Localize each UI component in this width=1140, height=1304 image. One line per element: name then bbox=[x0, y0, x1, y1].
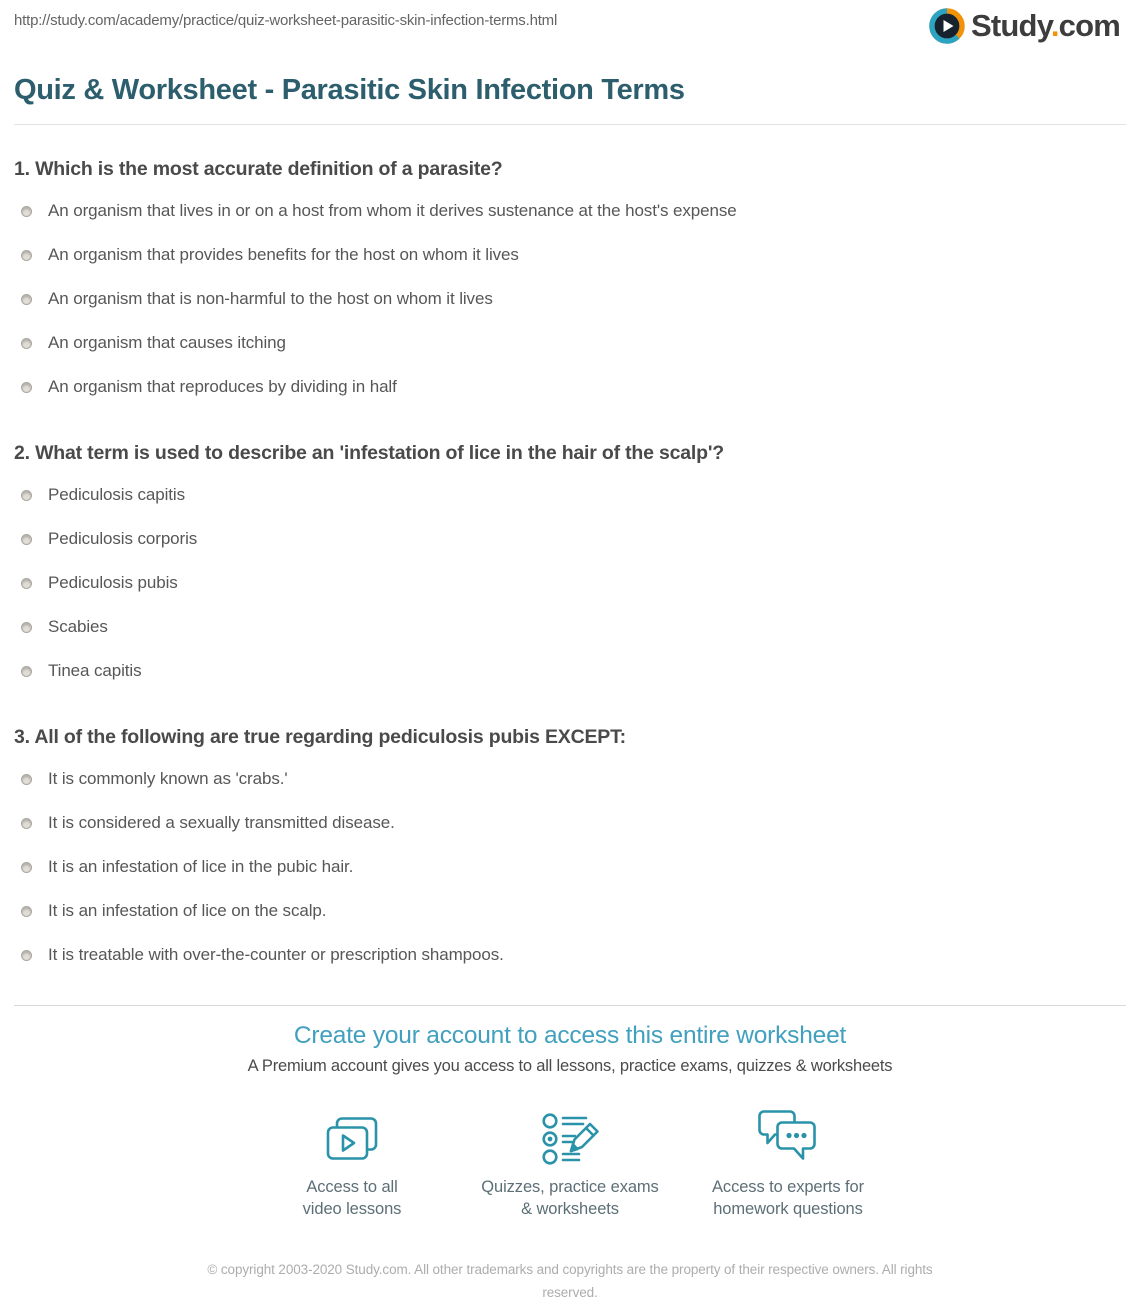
studycom-logo[interactable] bbox=[928, 7, 1120, 45]
feature-label bbox=[712, 1176, 864, 1220]
question-1-options bbox=[14, 189, 1126, 409]
page-title: Quiz & Worksheet - Parasitic Skin Infection Terms bbox=[14, 74, 685, 106]
radio-button[interactable] bbox=[21, 774, 32, 785]
radio-button[interactable] bbox=[21, 534, 32, 545]
question-2-option-5[interactable] bbox=[14, 649, 1126, 693]
feature-label bbox=[303, 1176, 402, 1220]
question-3 bbox=[14, 725, 1126, 977]
question-1-option-1[interactable] bbox=[14, 189, 1126, 233]
quizzes-worksheets-icon bbox=[539, 1107, 601, 1167]
radio-button[interactable] bbox=[21, 382, 32, 393]
radio-button[interactable] bbox=[21, 906, 32, 917]
feature-expert-help bbox=[679, 1107, 897, 1220]
option-label: An organism that reproduces by dividing in half bbox=[48, 377, 397, 396]
option-label: An organism that lives in or on a host from whom it derives sustenance at the host's expense bbox=[48, 201, 737, 220]
question-2-option-2[interactable] bbox=[14, 517, 1126, 561]
question-3-options bbox=[14, 757, 1126, 977]
feature-label-line: homework questions bbox=[713, 1200, 863, 1218]
radio-button[interactable] bbox=[21, 818, 32, 829]
question-1-option-4[interactable] bbox=[14, 321, 1126, 365]
title-divider bbox=[14, 124, 1126, 125]
feature-label bbox=[481, 1176, 658, 1220]
question-1-option-3[interactable] bbox=[14, 277, 1126, 321]
question-1 bbox=[14, 157, 1126, 409]
page-header bbox=[14, 0, 1126, 58]
option-label: It is an infestation of lice on the scalp. bbox=[48, 901, 327, 920]
signup-subheading: A Premium account gives you access to all lessons, practice exams, quizzes & worksheets bbox=[247, 1057, 893, 1075]
feature-label-line: Access to all bbox=[306, 1178, 398, 1196]
radio-button[interactable] bbox=[21, 622, 32, 633]
question-3-option-4[interactable] bbox=[14, 889, 1126, 933]
feature-label-line: Quizzes, practice exams bbox=[481, 1178, 659, 1196]
question-3-option-2[interactable] bbox=[14, 801, 1126, 845]
option-label: An organism that provides benefits for the host on whom it lives bbox=[48, 245, 519, 264]
radio-button[interactable] bbox=[21, 206, 32, 217]
radio-button[interactable] bbox=[21, 338, 32, 349]
page-url: http://study.com/academy/practice/quiz-worksheet-parasitic-skin-infection-terms.html bbox=[14, 12, 558, 29]
question-1-option-5[interactable] bbox=[14, 365, 1126, 409]
question-3-option-3[interactable] bbox=[14, 845, 1126, 889]
signup-divider bbox=[14, 1005, 1126, 1006]
feature-quizzes-worksheets bbox=[461, 1107, 679, 1220]
option-label: Pediculosis capitis bbox=[48, 485, 185, 504]
logo-study: Study bbox=[971, 8, 1051, 43]
studycom-logo-text bbox=[971, 8, 1120, 44]
feature-video-lessons bbox=[243, 1107, 461, 1220]
logo-com: com bbox=[1058, 8, 1120, 43]
radio-button[interactable] bbox=[21, 294, 32, 305]
video-lessons-icon bbox=[323, 1107, 381, 1167]
question-2 bbox=[14, 441, 1126, 693]
option-label: An organism that is non-harmful to the host on whom it lives bbox=[48, 289, 493, 308]
copyright-notice: © copyright 2003-2020 Study.com. All other trademarks and copyrights are the property of their respective owners. All rights reserved. bbox=[207, 1262, 933, 1300]
question-2-option-3[interactable] bbox=[14, 561, 1126, 605]
option-label: Scabies bbox=[48, 617, 108, 636]
question-3-option-5[interactable] bbox=[14, 933, 1126, 977]
question-3-option-1[interactable] bbox=[14, 757, 1126, 801]
option-label: Pediculosis corporis bbox=[48, 529, 198, 548]
question-3-heading: 3. All of the following are true regarding pediculosis pubis EXCEPT: bbox=[14, 726, 626, 748]
radio-button[interactable] bbox=[21, 950, 32, 961]
logo-dot: . bbox=[1050, 8, 1059, 43]
feature-list bbox=[14, 1107, 1126, 1220]
option-label: It is an infestation of lice in the pubic hair. bbox=[48, 857, 354, 876]
radio-button[interactable] bbox=[21, 666, 32, 677]
feature-label-line: video lessons bbox=[302, 1200, 402, 1218]
option-label: It is treatable with over-the-counter or prescription shampoos. bbox=[48, 945, 504, 964]
question-1-option-2[interactable] bbox=[14, 233, 1126, 277]
signup-heading[interactable]: Create your account to access this entire worksheet bbox=[293, 1022, 847, 1049]
option-label: It is commonly known as 'crabs.' bbox=[48, 769, 288, 788]
option-label: An organism that causes itching bbox=[48, 333, 286, 352]
question-1-heading: 1. Which is the most accurate definition of a parasite? bbox=[14, 158, 503, 180]
option-label: Pediculosis pubis bbox=[48, 573, 178, 592]
question-2-heading: 2. What term is used to describe an 'infestation of lice in the hair of the scalp'? bbox=[14, 442, 724, 464]
question-2-option-1[interactable] bbox=[14, 473, 1126, 517]
radio-button[interactable] bbox=[21, 490, 32, 501]
option-label: Tinea capitis bbox=[48, 661, 142, 680]
radio-button[interactable] bbox=[21, 862, 32, 873]
question-2-options bbox=[14, 473, 1126, 693]
feature-label-line: Access to experts for bbox=[712, 1178, 864, 1196]
option-label: It is considered a sexually transmitted disease. bbox=[48, 813, 395, 832]
radio-button[interactable] bbox=[21, 578, 32, 589]
feature-label-line: & worksheets bbox=[521, 1200, 619, 1218]
radio-button[interactable] bbox=[21, 250, 32, 261]
question-2-option-4[interactable] bbox=[14, 605, 1126, 649]
studycom-play-icon bbox=[928, 7, 966, 45]
chat-experts-icon bbox=[755, 1107, 821, 1167]
